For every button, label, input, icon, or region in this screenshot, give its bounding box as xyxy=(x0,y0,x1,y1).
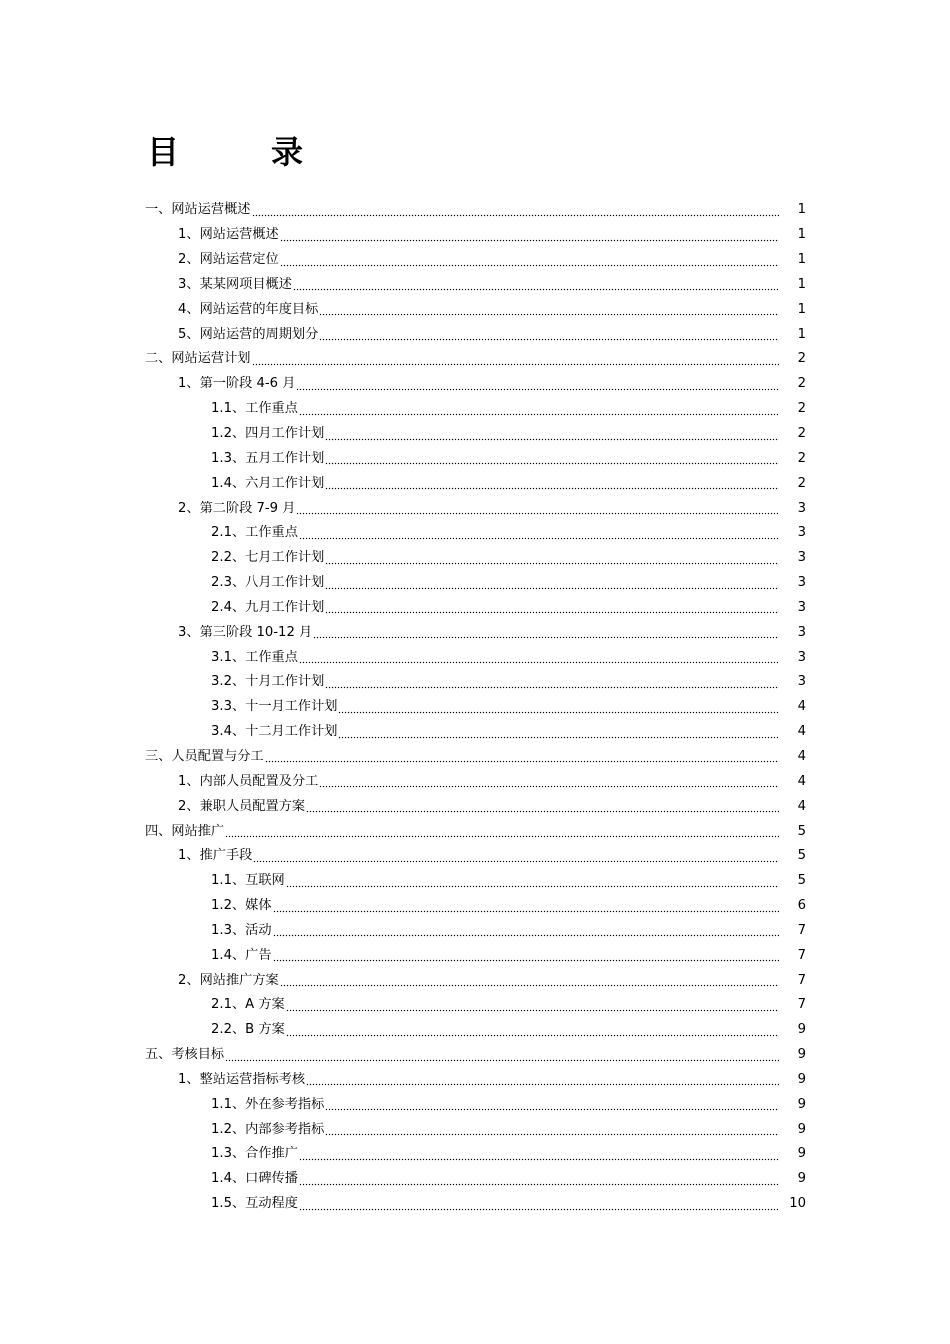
dot-leader xyxy=(299,400,779,418)
dot-leader xyxy=(286,1021,779,1039)
toc-page-number: 7 xyxy=(797,947,806,963)
toc-entry-text: 1.4、口碑传播 xyxy=(211,1171,298,1187)
toc-entry-text: 3、某某网项目概述 xyxy=(178,276,292,292)
dot-leader xyxy=(325,1121,779,1139)
toc-entry[interactable] xyxy=(0,869,950,894)
dot-leader xyxy=(296,375,779,393)
toc-page-number: 3 xyxy=(797,575,806,591)
toc-entry-text: 3.3、十一月工作计划 xyxy=(211,699,338,715)
toc-page-number: 1 xyxy=(797,301,806,317)
toc-page-number: 4 xyxy=(797,798,806,814)
dot-leader xyxy=(299,1170,779,1188)
toc-entry[interactable] xyxy=(0,248,950,273)
dot-leader xyxy=(252,201,780,219)
dot-leader xyxy=(319,301,779,319)
dot-leader xyxy=(265,748,779,766)
toc-entry[interactable] xyxy=(0,894,950,919)
toc-entry-text: 3.1、工作重点 xyxy=(211,649,298,665)
dot-leader xyxy=(252,350,780,368)
toc-entry-text: 1.3、活动 xyxy=(211,922,272,938)
toc-entry-text: 1.2、媒体 xyxy=(211,898,272,914)
toc-page-number: 9 xyxy=(797,1022,806,1038)
toc-entry[interactable] xyxy=(0,769,950,794)
toc-entry[interactable] xyxy=(0,720,950,745)
toc-entry[interactable] xyxy=(0,496,950,521)
dot-leader xyxy=(325,1096,779,1114)
toc-entry[interactable] xyxy=(0,347,950,372)
toc-entry-text: 2.2、七月工作计划 xyxy=(211,550,325,566)
toc-entry-text: 4、网站运营的年度目标 xyxy=(178,301,319,317)
toc-entry-text: 1.4、广告 xyxy=(211,947,272,963)
dot-leader xyxy=(338,723,779,741)
toc-entry[interactable] xyxy=(0,273,950,298)
toc-page-number: 9 xyxy=(797,1146,806,1162)
dot-leader xyxy=(280,251,779,269)
dot-leader xyxy=(306,1071,779,1089)
toc-page-number: 3 xyxy=(797,525,806,541)
dot-leader xyxy=(325,673,779,691)
toc-entry[interactable] xyxy=(0,198,950,223)
toc-entry-text: 3、第三阶段 10-12 月 xyxy=(178,624,313,640)
toc-entry-text: 1.2、内部参考指标 xyxy=(211,1121,325,1137)
toc-page-number: 2 xyxy=(797,376,806,392)
toc-entry[interactable] xyxy=(0,372,950,397)
toc-entry[interactable] xyxy=(0,745,950,770)
toc-page-number: 1 xyxy=(797,202,806,218)
toc-entry[interactable] xyxy=(0,571,950,596)
toc-entry-text: 2.2、B 方案 xyxy=(211,1022,285,1038)
toc-page-number: 4 xyxy=(797,724,806,740)
toc-entry-text: 2.1、工作重点 xyxy=(211,525,298,541)
dot-leader xyxy=(319,326,779,344)
toc-entry-text: 一、网站运营概述 xyxy=(145,202,251,218)
toc-entry-text: 1、内部人员配置及分工 xyxy=(178,773,319,789)
toc-entry[interactable] xyxy=(0,596,950,621)
dot-leader xyxy=(338,698,779,716)
toc-entry[interactable] xyxy=(0,422,950,447)
dot-leader xyxy=(280,972,779,990)
toc-entry[interactable] xyxy=(0,1068,950,1093)
toc-entry[interactable] xyxy=(0,446,950,471)
dot-leader xyxy=(253,847,779,865)
toc-page-number: 6 xyxy=(797,898,806,914)
toc-entry-text: 2.1、A 方案 xyxy=(211,997,285,1013)
toc-page-number: 7 xyxy=(797,972,806,988)
toc-page-number: 4 xyxy=(797,748,806,764)
toc-entry-text: 2、网站推广方案 xyxy=(178,972,279,988)
toc-entry[interactable] xyxy=(0,695,950,720)
toc-entry[interactable] xyxy=(0,397,950,422)
toc-entry[interactable] xyxy=(0,918,950,943)
dot-leader xyxy=(325,549,779,567)
toc-page-number: 2 xyxy=(797,450,806,466)
toc-entry[interactable] xyxy=(0,1092,950,1117)
dot-leader xyxy=(299,524,779,542)
toc-page-number: 1 xyxy=(797,252,806,268)
toc-page-number: 5 xyxy=(797,848,806,864)
toc-entry[interactable] xyxy=(0,1167,950,1192)
toc-entry-text: 1.5、互动程度 xyxy=(211,1196,298,1212)
toc-page-number: 2 xyxy=(797,351,806,367)
toc-entry-text: 1、整站运营指标考核 xyxy=(178,1071,306,1087)
toc-entry-text: 四、网站推广 xyxy=(145,823,225,839)
toc-entry[interactable] xyxy=(0,645,950,670)
toc-page-number: 3 xyxy=(797,599,806,615)
toc-entry-text: 2、兼职人员配置方案 xyxy=(178,798,306,814)
toc-page-number: 3 xyxy=(797,674,806,690)
toc-page-number: 7 xyxy=(797,997,806,1013)
toc-entry[interactable] xyxy=(0,844,950,869)
toc-entry-text: 1.3、五月工作计划 xyxy=(211,450,325,466)
toc-page-number: 2 xyxy=(797,401,806,417)
dot-leader xyxy=(293,276,779,294)
dot-leader xyxy=(296,500,779,518)
toc-page-number: 9 xyxy=(797,1096,806,1112)
toc-entry-text: 2.3、八月工作计划 xyxy=(211,575,325,591)
dot-leader xyxy=(299,1195,779,1213)
toc-entry-text: 1.4、六月工作计划 xyxy=(211,475,325,491)
toc-page-number: 2 xyxy=(797,475,806,491)
toc-entry-text: 1、网站运营概述 xyxy=(178,227,279,243)
toc-entry[interactable] xyxy=(0,322,950,347)
toc-page-number: 2 xyxy=(797,426,806,442)
toc-page-number: 9 xyxy=(797,1047,806,1063)
toc-page-number: 4 xyxy=(797,773,806,789)
toc-entry[interactable] xyxy=(0,471,950,496)
dot-leader xyxy=(286,996,779,1014)
toc-page-number: 5 xyxy=(797,873,806,889)
toc-page-number: 3 xyxy=(797,624,806,640)
toc-page-number: 3 xyxy=(797,500,806,516)
toc-entry[interactable] xyxy=(0,620,950,645)
toc-entry-text: 1.1、外在参考指标 xyxy=(211,1096,325,1112)
toc-entry[interactable] xyxy=(0,1018,950,1043)
dot-leader xyxy=(273,947,779,965)
toc-page-number: 4 xyxy=(797,699,806,715)
dot-leader xyxy=(325,450,779,468)
toc-page-number: 9 xyxy=(797,1171,806,1187)
toc-entry[interactable] xyxy=(0,297,950,322)
toc-entry-text: 2、网站运营定位 xyxy=(178,252,279,268)
toc-title: 目 录 xyxy=(147,133,334,171)
toc-page-number: 7 xyxy=(797,922,806,938)
toc-page-number: 5 xyxy=(797,823,806,839)
toc-entry[interactable] xyxy=(0,546,950,571)
toc-page-number: 10 xyxy=(789,1196,806,1212)
toc-entry[interactable] xyxy=(0,819,950,844)
toc-entry[interactable] xyxy=(0,1043,950,1068)
dot-leader xyxy=(280,226,779,244)
toc-entry-text: 1.1、工作重点 xyxy=(211,401,298,417)
toc-entry-text: 3.2、十月工作计划 xyxy=(211,674,325,690)
toc-entry-text: 1.2、四月工作计划 xyxy=(211,426,325,442)
toc-entry[interactable] xyxy=(0,993,950,1018)
dot-leader xyxy=(319,773,779,791)
toc-entry-text: 3.4、十二月工作计划 xyxy=(211,724,338,740)
toc-entry-text: 二、网站运营计划 xyxy=(145,351,251,367)
toc-entry[interactable] xyxy=(0,521,950,546)
dot-leader xyxy=(299,1145,779,1163)
dot-leader xyxy=(273,922,779,940)
toc-entry[interactable] xyxy=(0,1117,950,1142)
toc-entry-text: 三、人员配置与分工 xyxy=(145,748,264,764)
dot-leader xyxy=(325,475,779,493)
toc-page-number: 1 xyxy=(797,227,806,243)
dot-leader xyxy=(299,649,779,667)
toc-entry[interactable] xyxy=(0,1192,950,1217)
toc-entry[interactable] xyxy=(0,1142,950,1167)
toc-entry-text: 5、网站运营的周期划分 xyxy=(178,326,319,342)
dot-leader xyxy=(225,1046,779,1064)
dot-leader xyxy=(273,897,779,915)
toc-entry-text: 2.4、九月工作计划 xyxy=(211,599,325,615)
toc-page-number: 1 xyxy=(797,276,806,292)
toc-entry-text: 五、考核目标 xyxy=(145,1047,225,1063)
toc-entry[interactable] xyxy=(0,943,950,968)
toc-entry-text: 1.1、互联网 xyxy=(211,873,285,889)
toc-entry-text: 1、推广手段 xyxy=(178,848,253,864)
dot-leader xyxy=(225,823,779,841)
toc-page-number: 3 xyxy=(797,649,806,665)
dot-leader xyxy=(325,425,779,443)
toc-entry-text: 2、第二阶段 7-9 月 xyxy=(178,500,296,516)
toc-page-number: 9 xyxy=(797,1121,806,1137)
dot-leader xyxy=(286,872,779,890)
toc-page-number: 1 xyxy=(797,326,806,342)
toc-entry[interactable] xyxy=(0,223,950,248)
table-of-contents xyxy=(0,198,950,1217)
toc-entry[interactable] xyxy=(0,670,950,695)
toc-entry-text: 1.3、合作推广 xyxy=(211,1146,298,1162)
toc-entry[interactable] xyxy=(0,968,950,993)
toc-entry-text: 1、第一阶段 4-6 月 xyxy=(178,376,296,392)
dot-leader xyxy=(313,624,779,642)
toc-entry[interactable] xyxy=(0,794,950,819)
toc-page-number: 3 xyxy=(797,550,806,566)
toc-page-number: 9 xyxy=(797,1071,806,1087)
dot-leader xyxy=(325,599,779,617)
dot-leader xyxy=(306,798,779,816)
dot-leader xyxy=(325,574,779,592)
